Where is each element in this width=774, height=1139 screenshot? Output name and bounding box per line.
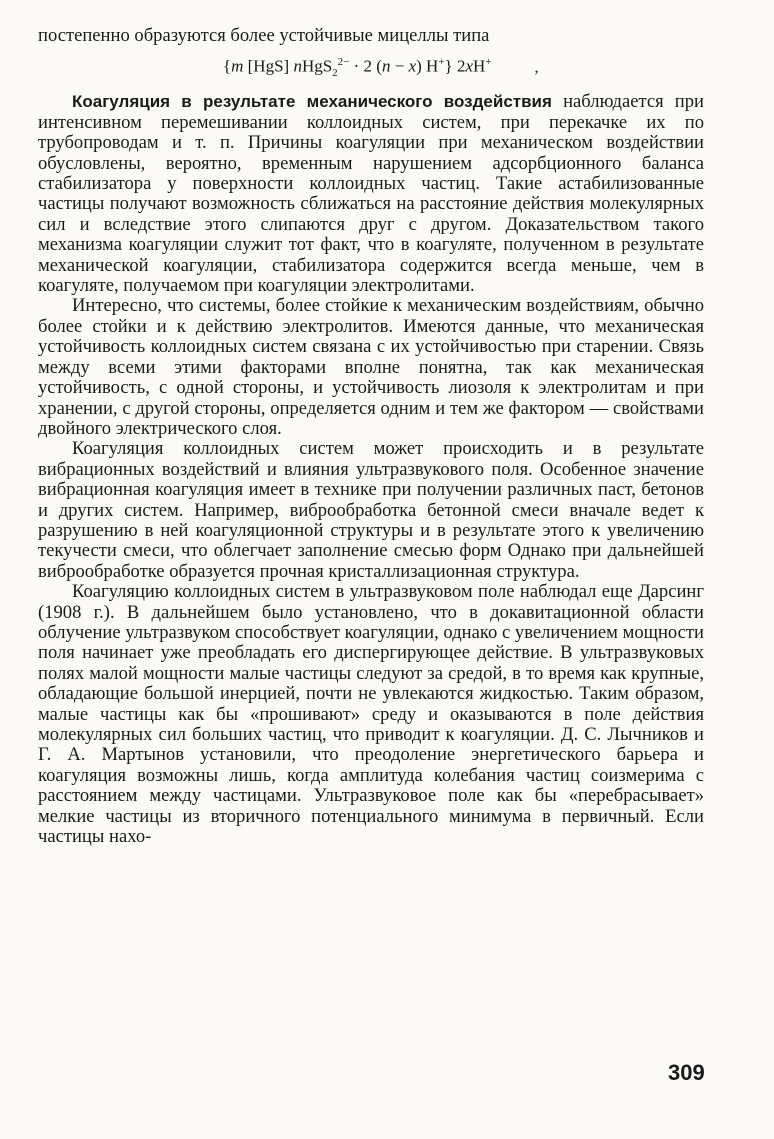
formula-x2: x bbox=[465, 57, 473, 77]
formula-sub: 2 bbox=[332, 67, 338, 80]
formula-mark: ‚ bbox=[533, 59, 540, 77]
micelle-formula bbox=[38, 52, 704, 92]
formula-h2: H bbox=[473, 57, 486, 77]
page-number: 309 bbox=[668, 1060, 705, 1085]
paragraph-ultrasound: Коагуляцию коллоидных систем в ультразвуковом поле наблюдал еще Дарсинг (1908 г.). В дальнейшем было установлено, что в докавитационной области облучение ультразвуком способствует коагуляции, однако с увеличением мощности поля начинает уже преобладать его диспергирующее действие. В ультразвуковых полях малой мощности малые частицы следуют за средой, в то время как крупные, обладающие большой инерцией, почти не увлекаются жидкостью. Таким образом, малые частицы как бы «прошивают» среду и оказываются в поле действия молекулярных сил больших частиц, что приводит к коагуляции. Д. С. Лычников и Г. А. Мартынов установили, что преодоление энергетического барьера и коагуляция возможны лишь, когда амплитуда колебания частиц соизмерима с расстоянием между частицами. Ультразвуковое поле как бы «перебрасывает» мелкие частицы из вторичного потенциального минимума в первичный. Если частицы нахо- bbox=[38, 581, 704, 848]
paragraph-text: наблюдается при интенсивном перемешивании коллоидных систем, при перекачке их по трубопроводам и т. п. Причины коагуляции при механическом воздействии обусловлены, вероятно, временным нарушением адсорбционного баланса стабилизатора у поверхности коллоидных частиц. Такие астабилизованные частицы получают возможность сближаться на расстояние действия молекулярных сил и вследствие этого слипаются друг с другом. Доказательством такого механизма коагуляции служит тот факт, что в коагуляте, полученном в результате механической коагуляции, стабилизатора содержится всегда меньше, чем в коагуляте, получаемом при коагуляции электролитами. bbox=[38, 91, 704, 297]
formula-x: x bbox=[408, 57, 417, 77]
page-body bbox=[38, 26, 704, 847]
formula-brace-close: } bbox=[444, 57, 453, 77]
formula-plus2: + bbox=[485, 56, 492, 69]
paragraph-mechanical bbox=[38, 92, 704, 296]
formula-n2: n bbox=[381, 57, 391, 77]
paragraph-stability: Интересно, что системы, более стойкие к механическим воздействиям, обычно более стойки и к действию электролитов. Имеются данные, что механическая устойчивость коллоидных систем связана с их устойчивостью при старении. Связь между всеми этими факторами вполне понятна, так как механическая устойчивость, с одной стороны, и устойчивость лиозоля к электролитам и при хранении, с другой стороны, определяется одним и тем же фактором — свойствами двойного электрического слоя. bbox=[38, 295, 704, 439]
formula-two: 2 bbox=[452, 57, 466, 77]
paragraph-vibration: Коагуляция коллоидных систем может происходить и в результате вибрационных воздействий и влияния ультразвукового поля. Особенное значение вибрационная коагуляция имеет в технике при получении различных паст, бетонов и других систем. Например, виброобработка бетонной смеси вначале ведет к разрушению в ней коагуляционной структуры и в результате этого к увеличению текучести смеси, что облегчает заполнение смесью форм Однако при дальнейшей виброобработке образуется прочная кристаллизационная структура. bbox=[38, 438, 704, 582]
formula-plus: + bbox=[438, 56, 445, 69]
formula-n: n bbox=[293, 57, 302, 77]
formula-charge: 2− bbox=[337, 56, 350, 69]
formula-hgs2: HgS bbox=[301, 57, 333, 77]
formula-mid: · 2 ( bbox=[349, 57, 382, 77]
formula-brace-open: { bbox=[222, 57, 232, 77]
intro-line: постепенно образуются более устойчивые мицеллы типа bbox=[38, 25, 490, 46]
formula-hgs: [HgS] bbox=[247, 57, 290, 77]
paragraph-lead: Коагуляция в результате механического воздействия bbox=[72, 92, 552, 112]
formula-minus: − bbox=[390, 57, 409, 77]
formula-h: ) H bbox=[416, 57, 439, 77]
formula-m: m bbox=[231, 57, 244, 77]
